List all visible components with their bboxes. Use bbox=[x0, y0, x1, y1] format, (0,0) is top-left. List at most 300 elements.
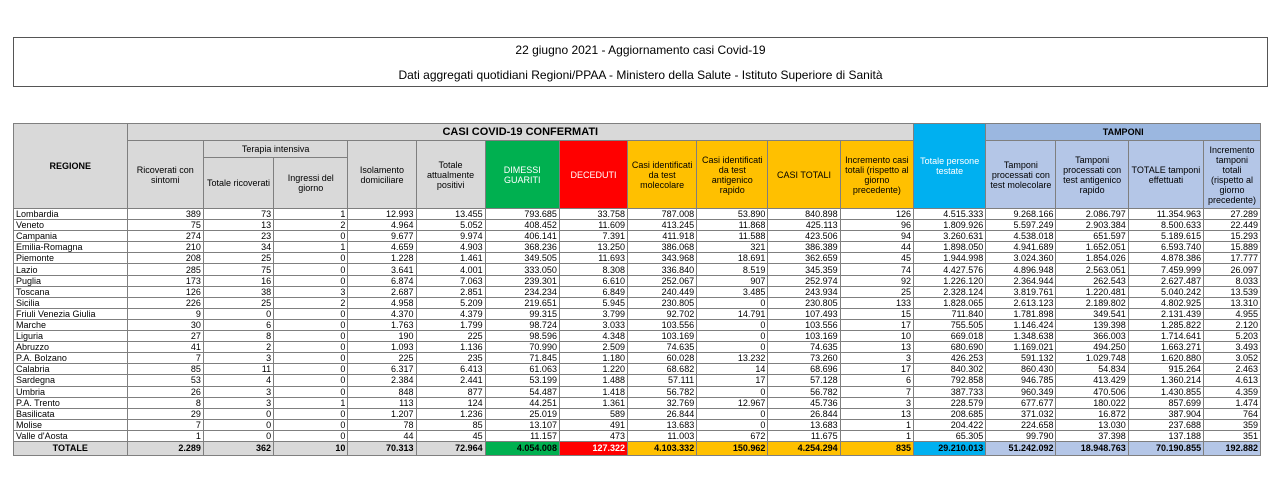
table-cell: 711.840 bbox=[914, 308, 986, 319]
table-cell: 85 bbox=[416, 419, 485, 430]
col-deceduti: DECEDUTI bbox=[559, 141, 627, 209]
table-cell: 103.556 bbox=[768, 319, 840, 330]
table-cell: 61.063 bbox=[485, 364, 559, 375]
table-cell: 44 bbox=[348, 430, 416, 441]
col-tamponi-incremento: Incremento tamponi totali (rispetto al giorno precedente) bbox=[1204, 141, 1261, 209]
table-cell: 1.461 bbox=[416, 253, 485, 264]
table-cell: 2.441 bbox=[416, 375, 485, 386]
table-cell: 11.868 bbox=[697, 220, 768, 231]
table-cell: 3.260.631 bbox=[914, 231, 986, 242]
table-cell: 17 bbox=[840, 319, 913, 330]
table-cell: 12.993 bbox=[348, 209, 416, 220]
table-row bbox=[14, 408, 1261, 419]
table-cell: 53 bbox=[127, 375, 203, 386]
table-cell: 230.805 bbox=[768, 297, 840, 308]
table-cell: 651.597 bbox=[1056, 231, 1128, 242]
table-cell: 3 bbox=[840, 353, 913, 364]
table-cell: 2.903.384 bbox=[1056, 220, 1128, 231]
table-cell: 68.696 bbox=[768, 364, 840, 375]
table-cell: 2.851 bbox=[416, 286, 485, 297]
table-cell: 4.379 bbox=[416, 308, 485, 319]
region-name: Friuli Venezia Giulia bbox=[14, 308, 128, 319]
table-cell: 252.974 bbox=[768, 275, 840, 286]
table-cell: 8 bbox=[203, 331, 273, 342]
table-cell: 408.452 bbox=[485, 220, 559, 231]
table-cell: 0 bbox=[697, 331, 768, 342]
table-cell: 2.364.944 bbox=[986, 275, 1056, 286]
table-cell: 17.777 bbox=[1204, 253, 1261, 264]
table-cell: 234.234 bbox=[485, 286, 559, 297]
table-cell: 13.455 bbox=[416, 209, 485, 220]
table-cell: 4 bbox=[203, 375, 273, 386]
table-cell: 3.024.360 bbox=[986, 253, 1056, 264]
table-cell: 3.493 bbox=[1204, 342, 1261, 353]
table-cell: 4.613 bbox=[1204, 375, 1261, 386]
table-cell: 425.113 bbox=[768, 220, 840, 231]
table-cell: 1 bbox=[127, 430, 203, 441]
table-row bbox=[14, 275, 1261, 286]
table-cell: 2.563.051 bbox=[1056, 264, 1128, 275]
total-cell: 4.254.294 bbox=[768, 441, 840, 455]
table-cell: 103.556 bbox=[628, 319, 697, 330]
table-cell: 359 bbox=[1204, 419, 1261, 430]
table-cell: 371.032 bbox=[986, 408, 1056, 419]
table-cell: 239.301 bbox=[485, 275, 559, 286]
table-cell: 848 bbox=[348, 386, 416, 397]
table-cell: 228.579 bbox=[914, 397, 986, 408]
table-cell: 1.430.855 bbox=[1128, 386, 1203, 397]
table-cell: 3.799 bbox=[559, 308, 627, 319]
table-cell: 190 bbox=[348, 331, 416, 342]
table-cell: 204.422 bbox=[914, 419, 986, 430]
table-cell: 0 bbox=[203, 408, 273, 419]
table-cell: 126 bbox=[840, 209, 913, 220]
total-cell: 70.190.855 bbox=[1128, 441, 1203, 455]
table-cell: 274 bbox=[127, 231, 203, 242]
table-cell: 5.040.242 bbox=[1128, 286, 1203, 297]
table-cell: 386.068 bbox=[628, 242, 697, 253]
table-cell: 470.506 bbox=[1056, 386, 1128, 397]
table-cell: 4.515.333 bbox=[914, 209, 986, 220]
table-cell: 387.904 bbox=[1128, 408, 1203, 419]
table-cell: 57.111 bbox=[628, 375, 697, 386]
table-cell: 27.289 bbox=[1204, 209, 1261, 220]
table-cell: 7 bbox=[127, 353, 203, 364]
table-cell: 75 bbox=[127, 220, 203, 231]
table-cell: 589 bbox=[559, 408, 627, 419]
table-cell: 3 bbox=[840, 397, 913, 408]
table-row bbox=[14, 342, 1261, 353]
table-cell: 98.724 bbox=[485, 319, 559, 330]
table-cell: 5.052 bbox=[416, 220, 485, 231]
table-cell: 17 bbox=[697, 375, 768, 386]
table-cell: 672 bbox=[697, 430, 768, 441]
table-cell: 1.474 bbox=[1204, 397, 1261, 408]
table-cell: 1.093 bbox=[348, 342, 416, 353]
table-cell: 0 bbox=[697, 386, 768, 397]
col-positivi: Totale attualmente positivi bbox=[416, 141, 485, 209]
table-cell: 74.635 bbox=[768, 342, 840, 353]
region-name: Umbria bbox=[14, 386, 128, 397]
table-cell: 11.157 bbox=[485, 430, 559, 441]
table-cell: 1.285.822 bbox=[1128, 319, 1203, 330]
col-casi-totali: CASI TOTALI bbox=[768, 141, 840, 209]
table-body bbox=[14, 209, 1261, 456]
table-cell: 764 bbox=[1204, 408, 1261, 419]
region-name: Basilicata bbox=[14, 408, 128, 419]
table-cell: 1.180 bbox=[559, 353, 627, 364]
region-name: Molise bbox=[14, 419, 128, 430]
group-casi-confermati: CASI COVID-19 CONFERMATI bbox=[127, 124, 914, 141]
table-cell: 491 bbox=[559, 419, 627, 430]
table-cell: 2.120 bbox=[1204, 319, 1261, 330]
table-cell: 362.659 bbox=[768, 253, 840, 264]
table-cell: 1 bbox=[274, 397, 348, 408]
table-cell: 1.146.424 bbox=[986, 319, 1056, 330]
table-cell: 8.500.633 bbox=[1128, 220, 1203, 231]
table-cell: 240.449 bbox=[628, 286, 697, 297]
table-cell: 235 bbox=[416, 353, 485, 364]
table-cell: 13 bbox=[840, 408, 913, 419]
table-cell: 98.596 bbox=[485, 331, 559, 342]
table-cell: 7.459.999 bbox=[1128, 264, 1203, 275]
table-cell: 53.890 bbox=[697, 209, 768, 220]
table-cell: 1 bbox=[274, 242, 348, 253]
table-cell: 0 bbox=[274, 353, 348, 364]
table-row bbox=[14, 364, 1261, 375]
table-cell: 18.691 bbox=[697, 253, 768, 264]
col-dimessi: DIMESSI GUARITI bbox=[485, 141, 559, 209]
table-row bbox=[14, 220, 1261, 231]
table-row bbox=[14, 242, 1261, 253]
table-cell: 3.052 bbox=[1204, 353, 1261, 364]
table-cell: 22.449 bbox=[1204, 220, 1261, 231]
table-row bbox=[14, 375, 1261, 386]
table-cell: 4.359 bbox=[1204, 386, 1261, 397]
table-cell: 840.302 bbox=[914, 364, 986, 375]
table-cell: 74 bbox=[840, 264, 913, 275]
table-cell: 321 bbox=[697, 242, 768, 253]
col-regione: REGIONE bbox=[14, 124, 128, 209]
table-cell: 1.663.271 bbox=[1128, 342, 1203, 353]
table-cell: 5.203 bbox=[1204, 331, 1261, 342]
total-cell: 18.948.763 bbox=[1056, 441, 1128, 455]
table-cell: 680.690 bbox=[914, 342, 986, 353]
table-cell: 6 bbox=[203, 319, 273, 330]
table-cell: 208.685 bbox=[914, 408, 986, 419]
table-cell: 11.354.963 bbox=[1128, 209, 1203, 220]
col-ricoverati: Ricoverati con sintomi bbox=[127, 141, 203, 209]
table-cell: 25 bbox=[203, 297, 273, 308]
table-cell: 0 bbox=[274, 375, 348, 386]
table-cell: 45 bbox=[416, 430, 485, 441]
table-cell: 351 bbox=[1204, 430, 1261, 441]
table-cell: 60.028 bbox=[628, 353, 697, 364]
table-cell: 0 bbox=[274, 308, 348, 319]
region-name: Calabria bbox=[14, 364, 128, 375]
table-cell: 3 bbox=[274, 286, 348, 297]
table-cell: 137.188 bbox=[1128, 430, 1203, 441]
region-name: P.A. Trento bbox=[14, 397, 128, 408]
table-row bbox=[14, 319, 1261, 330]
table-cell: 3 bbox=[203, 386, 273, 397]
table-cell: 1.828.065 bbox=[914, 297, 986, 308]
table-cell: 8.308 bbox=[559, 264, 627, 275]
table-cell: 1.898.050 bbox=[914, 242, 986, 253]
table-cell: 0 bbox=[274, 331, 348, 342]
table-cell: 7.391 bbox=[559, 231, 627, 242]
table-cell: 75 bbox=[203, 264, 273, 275]
table-cell: 226 bbox=[127, 297, 203, 308]
table-cell: 2 bbox=[203, 342, 273, 353]
table-cell: 25 bbox=[840, 286, 913, 297]
table-cell: 6.593.740 bbox=[1128, 242, 1203, 253]
total-cell: 4.103.332 bbox=[628, 441, 697, 455]
table-cell: 591.132 bbox=[986, 353, 1056, 364]
total-cell: 835 bbox=[840, 441, 913, 455]
report-title: 22 giugno 2021 - Aggiornamento casi Covid-19 bbox=[515, 43, 766, 57]
table-cell: 426.253 bbox=[914, 353, 986, 364]
table-cell: 13.539 bbox=[1204, 286, 1261, 297]
table-row bbox=[14, 430, 1261, 441]
table-cell: 13.107 bbox=[485, 419, 559, 430]
group-tamponi: TAMPONI bbox=[986, 124, 1261, 141]
table-cell: 2 bbox=[274, 220, 348, 231]
table-cell: 34 bbox=[203, 242, 273, 253]
col-ti-ingressi: Ingressi del giorno bbox=[274, 158, 348, 209]
table-cell: 2.509 bbox=[559, 342, 627, 353]
report-header bbox=[13, 37, 1268, 87]
table-cell: 243.934 bbox=[768, 286, 840, 297]
table-cell: 1.220.481 bbox=[1056, 286, 1128, 297]
table-cell: 960.349 bbox=[986, 386, 1056, 397]
table-cell: 65.305 bbox=[914, 430, 986, 441]
table-cell: 92 bbox=[840, 275, 913, 286]
table-cell: 225 bbox=[348, 353, 416, 364]
table-cell: 333.050 bbox=[485, 264, 559, 275]
table-cell: 13.250 bbox=[559, 242, 627, 253]
table-cell: 0 bbox=[697, 342, 768, 353]
total-cell: 10 bbox=[274, 441, 348, 455]
region-name: Toscana bbox=[14, 286, 128, 297]
table-cell: 2.131.439 bbox=[1128, 308, 1203, 319]
table-cell: 413.245 bbox=[628, 220, 697, 231]
total-cell: 4.054.008 bbox=[485, 441, 559, 455]
table-cell: 71.845 bbox=[485, 353, 559, 364]
table-cell: 13.683 bbox=[768, 419, 840, 430]
table-row bbox=[14, 419, 1261, 430]
table-cell: 57.128 bbox=[768, 375, 840, 386]
region-name: Piemonte bbox=[14, 253, 128, 264]
table-row bbox=[14, 209, 1261, 220]
table-row bbox=[14, 264, 1261, 275]
table-cell: 840.898 bbox=[768, 209, 840, 220]
table-cell: 1.169.021 bbox=[986, 342, 1056, 353]
table-cell: 11.609 bbox=[559, 220, 627, 231]
table-cell: 1.360.214 bbox=[1128, 375, 1203, 386]
table-cell: 0 bbox=[697, 319, 768, 330]
col-tamponi-totale: TOTALE tamponi effettuati bbox=[1128, 141, 1203, 209]
col-ti-totale: Totale ricoverati bbox=[203, 158, 273, 209]
table-cell: 73 bbox=[203, 209, 273, 220]
table-cell: 0 bbox=[697, 419, 768, 430]
table-cell: 345.359 bbox=[768, 264, 840, 275]
table-cell: 45 bbox=[840, 253, 913, 264]
table-cell: 124 bbox=[416, 397, 485, 408]
table-cell: 2.463 bbox=[1204, 364, 1261, 375]
table-cell: 1.236 bbox=[416, 408, 485, 419]
table-row bbox=[14, 331, 1261, 342]
table-cell: 44.251 bbox=[485, 397, 559, 408]
table-cell: 4.896.948 bbox=[986, 264, 1056, 275]
table-cell: 1.361 bbox=[559, 397, 627, 408]
table-cell: 0 bbox=[274, 419, 348, 430]
table-cell: 755.505 bbox=[914, 319, 986, 330]
table-cell: 30 bbox=[127, 319, 203, 330]
table-cell: 0 bbox=[274, 253, 348, 264]
table-cell: 78 bbox=[348, 419, 416, 430]
table-cell: 7.063 bbox=[416, 275, 485, 286]
table-cell: 8.519 bbox=[697, 264, 768, 275]
table-cell: 32.769 bbox=[628, 397, 697, 408]
region-name: Liguria bbox=[14, 331, 128, 342]
table-cell: 94 bbox=[840, 231, 913, 242]
table-cell: 3.819.761 bbox=[986, 286, 1056, 297]
table-cell: 4.001 bbox=[416, 264, 485, 275]
table-row bbox=[14, 253, 1261, 264]
table-cell: 4.802.925 bbox=[1128, 297, 1203, 308]
table-cell: 6.413 bbox=[416, 364, 485, 375]
col-tamponi-antigenico: Tamponi processati con test antigenico rapido bbox=[1056, 141, 1128, 209]
table-cell: 4.659 bbox=[348, 242, 416, 253]
table-cell: 368.236 bbox=[485, 242, 559, 253]
table-cell: 8.033 bbox=[1204, 275, 1261, 286]
table-cell: 41 bbox=[127, 342, 203, 353]
table-cell: 860.430 bbox=[986, 364, 1056, 375]
table-cell: 1.781.898 bbox=[986, 308, 1056, 319]
table-cell: 0 bbox=[274, 264, 348, 275]
table-cell: 411.918 bbox=[628, 231, 697, 242]
total-cell: 2.289 bbox=[127, 441, 203, 455]
table-cell: 343.968 bbox=[628, 253, 697, 264]
col-persone-testate: Totale persone testate bbox=[914, 124, 986, 209]
table-cell: 37.398 bbox=[1056, 430, 1128, 441]
total-cell: 51.242.092 bbox=[986, 441, 1056, 455]
table-cell: 53.199 bbox=[485, 375, 559, 386]
table-cell: 230.805 bbox=[628, 297, 697, 308]
table-cell: 29 bbox=[127, 408, 203, 419]
table-cell: 2.328.124 bbox=[914, 286, 986, 297]
table-cell: 494.250 bbox=[1056, 342, 1128, 353]
table-cell: 1.228 bbox=[348, 253, 416, 264]
table-cell: 6 bbox=[840, 375, 913, 386]
table-cell: 27 bbox=[127, 331, 203, 342]
table-cell: 2.613.123 bbox=[986, 297, 1056, 308]
region-name: Emilia-Romagna bbox=[14, 242, 128, 253]
table-cell: 99.790 bbox=[986, 430, 1056, 441]
table-cell: 210 bbox=[127, 242, 203, 253]
table-cell: 2.086.797 bbox=[1056, 209, 1128, 220]
table-cell: 0 bbox=[274, 342, 348, 353]
table-cell: 237.688 bbox=[1128, 419, 1203, 430]
table-cell: 406.141 bbox=[485, 231, 559, 242]
table-cell: 4.538.018 bbox=[986, 231, 1056, 242]
table-cell: 1.029.748 bbox=[1056, 353, 1128, 364]
table-cell: 103.169 bbox=[628, 331, 697, 342]
table-cell: 2 bbox=[274, 297, 348, 308]
table-cell: 946.785 bbox=[986, 375, 1056, 386]
table-cell: 25 bbox=[203, 253, 273, 264]
table-cell: 14 bbox=[697, 364, 768, 375]
table-cell: 2.189.802 bbox=[1056, 297, 1128, 308]
table-cell: 6.874 bbox=[348, 275, 416, 286]
table-cell: 107.493 bbox=[768, 308, 840, 319]
table-cell: 2.627.487 bbox=[1128, 275, 1203, 286]
table-cell: 38 bbox=[203, 286, 273, 297]
total-cell: 29.210.013 bbox=[914, 441, 986, 455]
table-cell: 44 bbox=[840, 242, 913, 253]
table-cell: 1.207 bbox=[348, 408, 416, 419]
region-name: Puglia bbox=[14, 275, 128, 286]
table-cell: 208 bbox=[127, 253, 203, 264]
table-cell: 285 bbox=[127, 264, 203, 275]
table-cell: 85 bbox=[127, 364, 203, 375]
table-row bbox=[14, 231, 1261, 242]
table-cell: 54.834 bbox=[1056, 364, 1128, 375]
table-cell: 3.033 bbox=[559, 319, 627, 330]
table-cell: 14.791 bbox=[697, 308, 768, 319]
table-cell: 13.030 bbox=[1056, 419, 1128, 430]
table-cell: 669.018 bbox=[914, 331, 986, 342]
table-cell: 99.315 bbox=[485, 308, 559, 319]
table-cell: 11.588 bbox=[697, 231, 768, 242]
table-cell: 16 bbox=[203, 275, 273, 286]
table-cell: 224.658 bbox=[986, 419, 1056, 430]
col-incremento-casi: Incremento casi totali (rispetto al giorno precedente) bbox=[840, 141, 913, 209]
region-name: Campania bbox=[14, 231, 128, 242]
table-cell: 1.854.026 bbox=[1056, 253, 1128, 264]
region-name: Marche bbox=[14, 319, 128, 330]
total-row bbox=[14, 441, 1261, 455]
total-label: TOTALE bbox=[14, 441, 128, 455]
report-subtitle: Dati aggregati quotidiani Regioni/PPAA - Ministero della Salute - Istituto Superiore di Sanità bbox=[398, 68, 883, 82]
table-cell: 386.389 bbox=[768, 242, 840, 253]
covid-data-table bbox=[13, 123, 1261, 456]
table-row bbox=[14, 397, 1261, 408]
table-cell: 3.485 bbox=[697, 286, 768, 297]
table-cell: 13.232 bbox=[697, 353, 768, 364]
table-cell: 15.889 bbox=[1204, 242, 1261, 253]
col-casi-antigenico: Casi identificati da test antigenico rapido bbox=[697, 141, 768, 209]
table-cell: 1.652.051 bbox=[1056, 242, 1128, 253]
table-cell: 1.418 bbox=[559, 386, 627, 397]
table-cell: 3 bbox=[203, 397, 273, 408]
table-cell: 907 bbox=[697, 275, 768, 286]
table-cell: 6.610 bbox=[559, 275, 627, 286]
table-cell: 1 bbox=[840, 430, 913, 441]
region-name: Veneto bbox=[14, 220, 128, 231]
table-cell: 16.872 bbox=[1056, 408, 1128, 419]
table-cell: 4.348 bbox=[559, 331, 627, 342]
table-cell: 262.543 bbox=[1056, 275, 1128, 286]
table-cell: 13.310 bbox=[1204, 297, 1261, 308]
table-cell: 8 bbox=[127, 397, 203, 408]
table-cell: 15 bbox=[840, 308, 913, 319]
table-cell: 96 bbox=[840, 220, 913, 231]
table-cell: 11.693 bbox=[559, 253, 627, 264]
table-cell: 17 bbox=[840, 364, 913, 375]
table-cell: 1.136 bbox=[416, 342, 485, 353]
